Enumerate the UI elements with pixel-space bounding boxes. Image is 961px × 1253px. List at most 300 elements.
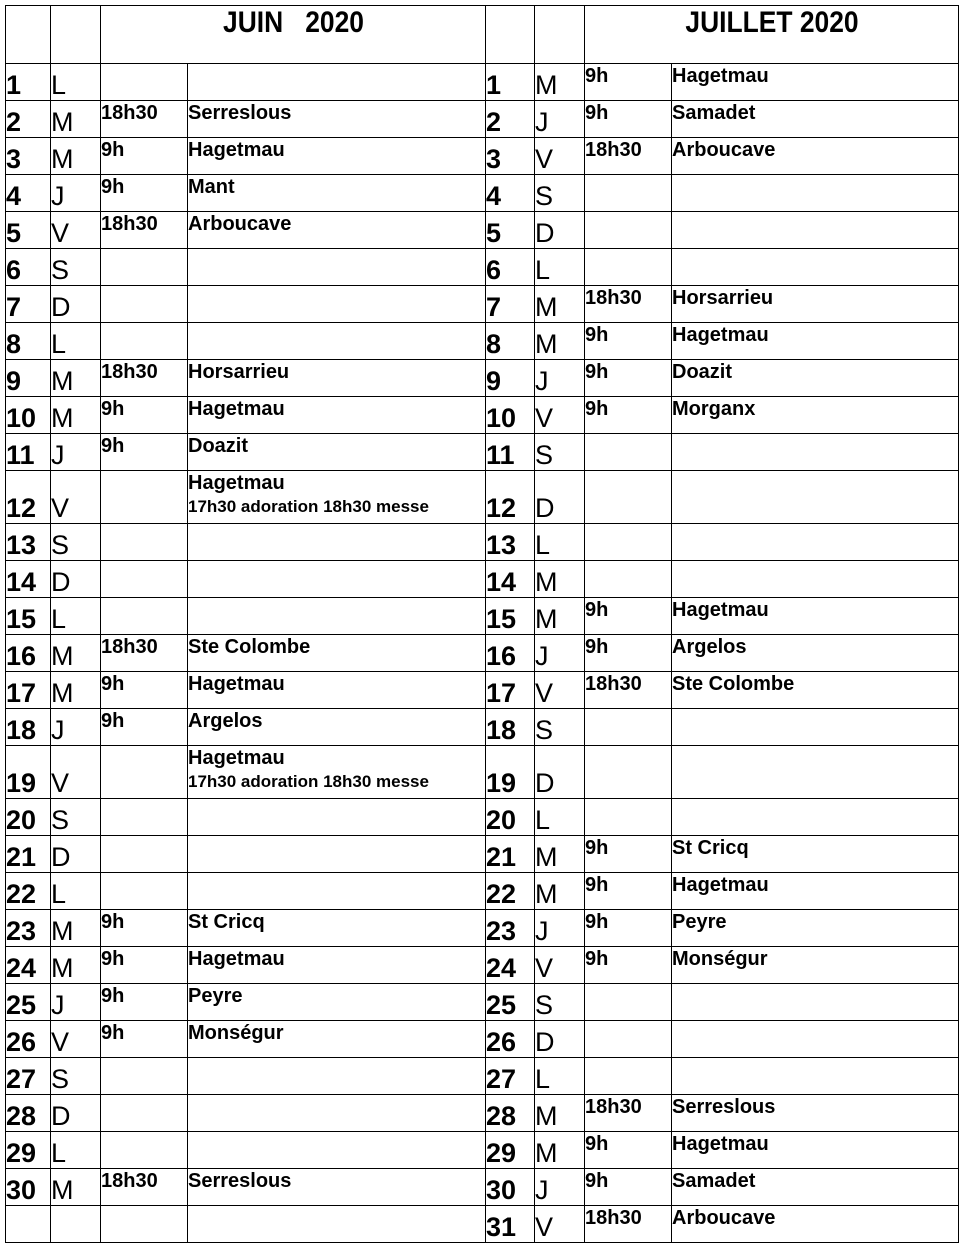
july-weekday: M [535, 598, 585, 635]
june-mass-time [101, 249, 188, 286]
july-mass-time: 9h [585, 947, 672, 984]
july-mass-time: 9h [585, 1132, 672, 1169]
june-place-label: Arboucave [188, 213, 292, 235]
june-mass-time [101, 836, 188, 873]
june-mass-place [188, 323, 486, 360]
june-mass-time [101, 471, 188, 524]
june-mass-time: 9h [101, 397, 188, 434]
table-row [6, 1206, 959, 1243]
table-row [6, 836, 959, 873]
july-mass-time: 9h [585, 910, 672, 947]
july-day-number: 27 [486, 1058, 535, 1095]
june-place-label: Monségur [188, 1022, 284, 1044]
july-place-label: Arboucave [672, 139, 776, 161]
june-mass-time [101, 598, 188, 635]
june-mass-place [188, 434, 486, 471]
july-mass-place [672, 524, 959, 561]
june-mass-time: 9h [101, 984, 188, 1021]
july-mass-place [672, 1058, 959, 1095]
june-place-label: Horsarrieu [188, 361, 290, 383]
july-weekday: J [535, 910, 585, 947]
table-row [6, 323, 959, 360]
table-row [6, 212, 959, 249]
june-day-number: 18 [6, 709, 51, 746]
june-mass-place [188, 360, 486, 397]
june-day-number: 17 [6, 672, 51, 709]
june-mass-place [188, 873, 486, 910]
july-mass-time: 9h [585, 360, 672, 397]
july-place-label: Hagetmau [672, 599, 769, 621]
june-weekday: J [51, 434, 101, 471]
table-row [6, 746, 959, 799]
header-blank-cell [486, 6, 535, 64]
header-row [6, 6, 959, 64]
june-mass-place [188, 709, 486, 746]
june-mass-place [188, 397, 486, 434]
table-row [6, 64, 959, 101]
table-row [6, 434, 959, 471]
june-place-label: Hagetmau [188, 139, 285, 161]
july-mass-place [672, 434, 959, 471]
july-mass-place [672, 175, 959, 212]
june-day-number: 22 [6, 873, 51, 910]
july-day-number: 14 [486, 561, 535, 598]
june-mass-time: 9h [101, 175, 188, 212]
june-mass-time: 18h30 [101, 635, 188, 672]
june-mass-time [101, 561, 188, 598]
table-row [6, 1095, 959, 1132]
july-place-label: Samadet [672, 102, 756, 124]
table-row [6, 175, 959, 212]
july-mass-place [672, 249, 959, 286]
june-day-number: 9 [6, 360, 51, 397]
june-mass-time: 9h [101, 138, 188, 175]
july-place-label: Morganx [672, 398, 756, 420]
june-place-label: Mant [188, 176, 235, 198]
june-place-label: Serreslous [188, 1170, 292, 1192]
july-mass-place [672, 212, 959, 249]
june-day-number: 5 [6, 212, 51, 249]
june-mass-place [188, 746, 486, 799]
july-place-label: Doazit [672, 361, 732, 383]
july-mass-time: 9h [585, 64, 672, 101]
july-weekday: V [535, 397, 585, 434]
june-mass-time [101, 524, 188, 561]
july-weekday: M [535, 1132, 585, 1169]
june-mass-place [188, 947, 486, 984]
july-mass-place [672, 360, 959, 397]
june-mass-time [101, 1095, 188, 1132]
table-row [6, 947, 959, 984]
july-day-number: 21 [486, 836, 535, 873]
june-weekday: J [51, 709, 101, 746]
july-mass-time [585, 524, 672, 561]
july-day-number: 25 [486, 984, 535, 1021]
june-mass-place [188, 1206, 486, 1243]
june-mass-place [188, 672, 486, 709]
june-mass-time [101, 746, 188, 799]
table-row [6, 873, 959, 910]
july-mass-place [672, 836, 959, 873]
june-service-note: 17h30 adoration 18h30 messe [188, 497, 429, 516]
june-day-number: 21 [6, 836, 51, 873]
table-row [6, 524, 959, 561]
july-mass-time: 18h30 [585, 672, 672, 709]
june-weekday: V [51, 212, 101, 249]
june-mass-place [188, 249, 486, 286]
header-blank-cell [535, 6, 585, 64]
july-mass-time: 18h30 [585, 1095, 672, 1132]
table-row [6, 561, 959, 598]
june-mass-place [188, 635, 486, 672]
july-weekday: V [535, 1206, 585, 1243]
july-mass-time [585, 561, 672, 598]
july-mass-place [672, 101, 959, 138]
july-mass-place [672, 873, 959, 910]
july-mass-time [585, 799, 672, 836]
june-mass-time: 18h30 [101, 212, 188, 249]
july-mass-place [672, 64, 959, 101]
july-mass-time [585, 746, 672, 799]
july-day-number: 22 [486, 873, 535, 910]
july-day-number: 20 [486, 799, 535, 836]
june-mass-place [188, 212, 486, 249]
june-day-number: 4 [6, 175, 51, 212]
july-mass-time [585, 175, 672, 212]
july-place-label: Hagetmau [672, 65, 769, 87]
july-weekday: L [535, 799, 585, 836]
june-weekday: M [51, 672, 101, 709]
june-place-label: Hagetmau [188, 948, 285, 970]
table-row [6, 360, 959, 397]
june-mass-place [188, 598, 486, 635]
june-weekday: J [51, 984, 101, 1021]
june-mass-time [101, 1132, 188, 1169]
july-weekday: J [535, 635, 585, 672]
table-row [6, 471, 959, 524]
june-day-number: 16 [6, 635, 51, 672]
july-mass-time: 9h [585, 397, 672, 434]
july-mass-place [672, 1206, 959, 1243]
june-day-number: 7 [6, 286, 51, 323]
june-mass-place [188, 1132, 486, 1169]
june-weekday: L [51, 1132, 101, 1169]
june-weekday: J [51, 175, 101, 212]
june-day-number: 29 [6, 1132, 51, 1169]
table-row [6, 101, 959, 138]
june-mass-time [101, 1058, 188, 1095]
july-weekday: J [535, 101, 585, 138]
july-place-label: Argelos [672, 636, 747, 658]
june-mass-time: 18h30 [101, 360, 188, 397]
june-weekday: M [51, 101, 101, 138]
june-weekday: V [51, 746, 101, 799]
table-row [6, 910, 959, 947]
july-mass-time: 9h [585, 1169, 672, 1206]
june-mass-time [101, 799, 188, 836]
june-weekday: M [51, 910, 101, 947]
july-weekday: M [535, 323, 585, 360]
july-mass-time [585, 249, 672, 286]
june-mass-time [101, 323, 188, 360]
june-place-label: Ste Colombe [188, 636, 311, 658]
june-place-label: Hagetmau [188, 472, 285, 494]
july-place-label: Serreslous [672, 1096, 776, 1118]
june-day-number: 28 [6, 1095, 51, 1132]
june-day-number: 14 [6, 561, 51, 598]
july-mass-place [672, 672, 959, 709]
june-mass-place [188, 1095, 486, 1132]
july-mass-place [672, 561, 959, 598]
july-mass-place [672, 1132, 959, 1169]
month-title-june: JUIN 2020 [124, 6, 463, 64]
july-weekday: M [535, 1095, 585, 1132]
july-mass-time [585, 212, 672, 249]
table-row [6, 984, 959, 1021]
july-day-number: 8 [486, 323, 535, 360]
table-row [6, 799, 959, 836]
july-day-number: 7 [486, 286, 535, 323]
july-weekday: D [535, 471, 585, 524]
june-weekday: S [51, 249, 101, 286]
june-day-number: 1 [6, 64, 51, 101]
july-weekday: M [535, 873, 585, 910]
june-day-number: 30 [6, 1169, 51, 1206]
july-weekday: D [535, 746, 585, 799]
july-weekday: M [535, 286, 585, 323]
june-mass-time: 9h [101, 910, 188, 947]
june-place-label: St Cricq [188, 911, 265, 933]
july-day-number: 13 [486, 524, 535, 561]
july-mass-place [672, 1021, 959, 1058]
july-mass-time [585, 984, 672, 1021]
june-day-number: 11 [6, 434, 51, 471]
july-weekday: S [535, 434, 585, 471]
july-weekday: S [535, 984, 585, 1021]
july-day-number: 24 [486, 947, 535, 984]
june-weekday: D [51, 836, 101, 873]
july-place-label: Hagetmau [672, 324, 769, 346]
calendar-body [6, 6, 959, 1243]
june-mass-place [188, 175, 486, 212]
july-mass-place [672, 1169, 959, 1206]
june-day-number: 3 [6, 138, 51, 175]
july-weekday: J [535, 360, 585, 397]
july-day-number: 17 [486, 672, 535, 709]
june-weekday: M [51, 360, 101, 397]
july-weekday: L [535, 249, 585, 286]
july-day-number: 4 [486, 175, 535, 212]
july-mass-time: 9h [585, 635, 672, 672]
july-mass-time [585, 709, 672, 746]
july-mass-time: 18h30 [585, 138, 672, 175]
july-day-number: 2 [486, 101, 535, 138]
june-mass-time: 9h [101, 1021, 188, 1058]
june-mass-place [188, 286, 486, 323]
june-weekday: D [51, 561, 101, 598]
june-mass-time [101, 1206, 188, 1243]
july-place-label: Monségur [672, 948, 768, 970]
june-weekday: L [51, 598, 101, 635]
june-place-label: Serreslous [188, 102, 292, 124]
june-mass-time [101, 286, 188, 323]
june-mass-place [188, 836, 486, 873]
june-mass-place [188, 471, 486, 524]
june-place-label: Hagetmau [188, 747, 285, 769]
header-blank-cell [6, 6, 51, 64]
july-day-number: 10 [486, 397, 535, 434]
july-day-number: 9 [486, 360, 535, 397]
july-mass-place [672, 286, 959, 323]
july-mass-place [672, 471, 959, 524]
june-mass-place [188, 799, 486, 836]
june-mass-time: 9h [101, 709, 188, 746]
table-row [6, 397, 959, 434]
june-mass-time: 18h30 [101, 1169, 188, 1206]
june-mass-place [188, 101, 486, 138]
july-day-number: 12 [486, 471, 535, 524]
june-weekday: V [51, 1021, 101, 1058]
june-weekday: L [51, 873, 101, 910]
july-day-number: 28 [486, 1095, 535, 1132]
table-row [6, 249, 959, 286]
july-weekday: V [535, 947, 585, 984]
july-mass-time [585, 1058, 672, 1095]
july-weekday: L [535, 524, 585, 561]
june-weekday: S [51, 524, 101, 561]
june-weekday: V [51, 471, 101, 524]
june-mass-place [188, 910, 486, 947]
july-mass-place [672, 635, 959, 672]
july-place-label: Hagetmau [672, 874, 769, 896]
july-mass-time: 9h [585, 836, 672, 873]
june-place-label: Doazit [188, 435, 248, 457]
july-weekday: L [535, 1058, 585, 1095]
july-mass-place [672, 323, 959, 360]
july-day-number: 29 [486, 1132, 535, 1169]
july-weekday: M [535, 64, 585, 101]
june-place-label: Argelos [188, 710, 263, 732]
june-place-label: Peyre [188, 985, 243, 1007]
july-weekday: V [535, 672, 585, 709]
june-mass-place [188, 64, 486, 101]
july-weekday: S [535, 175, 585, 212]
july-place-label: Arboucave [672, 1207, 776, 1229]
july-mass-time [585, 434, 672, 471]
table-row [6, 286, 959, 323]
table-row [6, 138, 959, 175]
june-day-number: 12 [6, 471, 51, 524]
july-mass-place [672, 138, 959, 175]
june-weekday: S [51, 1058, 101, 1095]
july-weekday: D [535, 1021, 585, 1058]
june-day-number: 2 [6, 101, 51, 138]
july-mass-time [585, 1021, 672, 1058]
july-place-label: Peyre [672, 911, 727, 933]
table-row [6, 598, 959, 635]
june-mass-time: 9h [101, 947, 188, 984]
july-mass-time: 9h [585, 873, 672, 910]
header-blank-cell [51, 6, 101, 64]
july-day-number: 6 [486, 249, 535, 286]
july-day-number: 30 [486, 1169, 535, 1206]
table-row [6, 709, 959, 746]
june-day-number: 25 [6, 984, 51, 1021]
june-place-label: Hagetmau [188, 673, 285, 695]
july-weekday: S [535, 709, 585, 746]
june-day-number: 27 [6, 1058, 51, 1095]
table-row [6, 1058, 959, 1095]
july-mass-time: 9h [585, 101, 672, 138]
june-mass-time: 18h30 [101, 101, 188, 138]
july-mass-place [672, 984, 959, 1021]
june-day-number: 13 [6, 524, 51, 561]
june-day-number: 24 [6, 947, 51, 984]
july-day-number: 26 [486, 1021, 535, 1058]
month-title-july: JUILLET 2020 [607, 6, 936, 64]
mass-schedule-table [5, 5, 959, 1243]
june-place-label: Hagetmau [188, 398, 285, 420]
june-day-number: 26 [6, 1021, 51, 1058]
july-day-number: 3 [486, 138, 535, 175]
july-mass-place [672, 947, 959, 984]
july-mass-time: 18h30 [585, 1206, 672, 1243]
july-place-label: Hagetmau [672, 1133, 769, 1155]
june-mass-place [188, 524, 486, 561]
july-day-number: 19 [486, 746, 535, 799]
july-mass-time: 18h30 [585, 286, 672, 323]
july-weekday: M [535, 836, 585, 873]
july-mass-place [672, 910, 959, 947]
june-day-number: 6 [6, 249, 51, 286]
june-weekday: D [51, 1095, 101, 1132]
june-mass-time: 9h [101, 672, 188, 709]
june-weekday: M [51, 1169, 101, 1206]
july-mass-place [672, 1095, 959, 1132]
june-mass-place [188, 138, 486, 175]
june-mass-place [188, 1058, 486, 1095]
july-weekday: V [535, 138, 585, 175]
july-day-number: 23 [486, 910, 535, 947]
table-row [6, 672, 959, 709]
july-mass-place [672, 598, 959, 635]
june-day-number [6, 1206, 51, 1243]
june-weekday: L [51, 64, 101, 101]
july-weekday: M [535, 561, 585, 598]
june-day-number: 10 [6, 397, 51, 434]
july-mass-time [585, 471, 672, 524]
july-day-number: 1 [486, 64, 535, 101]
july-day-number: 11 [486, 434, 535, 471]
june-mass-time [101, 64, 188, 101]
june-service-note: 17h30 adoration 18h30 messe [188, 772, 429, 791]
july-mass-time: 9h [585, 323, 672, 360]
june-weekday: M [51, 635, 101, 672]
june-day-number: 15 [6, 598, 51, 635]
june-weekday: S [51, 799, 101, 836]
table-row [6, 1021, 959, 1058]
july-weekday: J [535, 1169, 585, 1206]
june-mass-place [188, 984, 486, 1021]
june-weekday: M [51, 138, 101, 175]
june-weekday: L [51, 323, 101, 360]
june-mass-place [188, 1021, 486, 1058]
june-weekday [51, 1206, 101, 1243]
june-day-number: 23 [6, 910, 51, 947]
table-row [6, 635, 959, 672]
june-mass-time: 9h [101, 434, 188, 471]
july-place-label: Horsarrieu [672, 287, 774, 309]
